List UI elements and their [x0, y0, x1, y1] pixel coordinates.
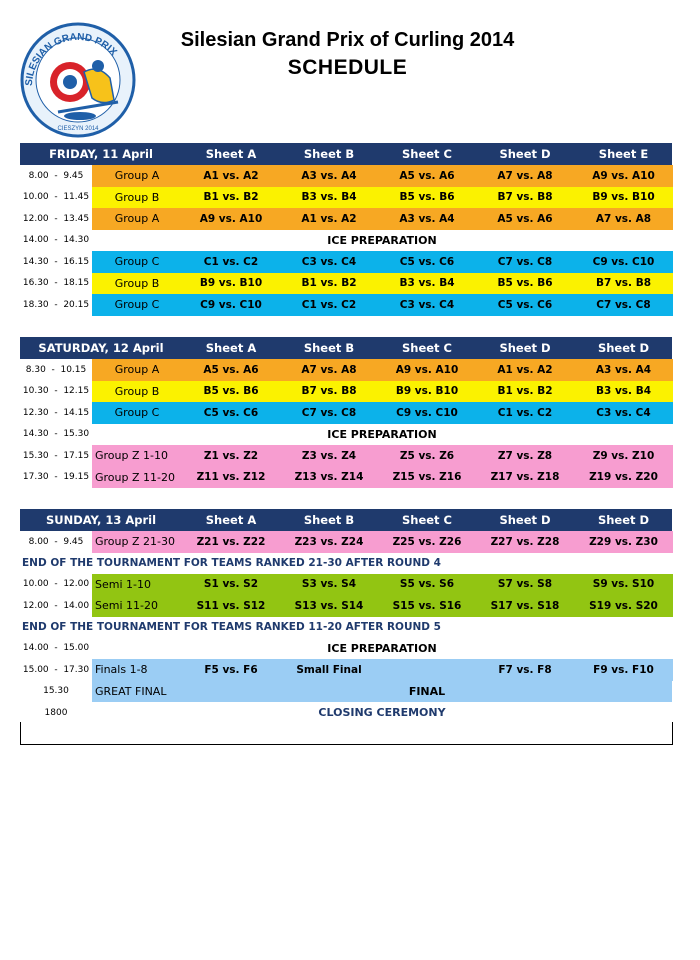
sheet-header: Sheet D	[499, 513, 551, 527]
sheet-header: Sheet D	[597, 341, 650, 355]
group-label: Group C	[92, 294, 182, 316]
match-cell: C1 vs. C2	[476, 402, 574, 424]
group-label: Group B	[92, 187, 182, 209]
schedule-row	[20, 531, 672, 553]
group-label: Group Z 11-20	[92, 467, 182, 489]
match-cell: S1 vs. S2	[182, 574, 280, 596]
match-cell: A7 vs. A8	[574, 208, 673, 230]
group-label: Group C	[92, 251, 182, 273]
match-cell: S17 vs. S18	[476, 595, 574, 617]
logo-bottom-text: CIESZYN 2014	[57, 126, 99, 132]
schedule-row	[20, 402, 672, 424]
time-slot: 10.30 - 12.15	[22, 386, 90, 397]
time-slot: 17.30 - 19.15	[22, 472, 90, 483]
match-cell: Z21 vs. Z22	[182, 531, 280, 553]
match-cell: S15 vs. S16	[378, 595, 476, 617]
match-cell: B7 vs. B8	[476, 187, 574, 209]
day-label: SATURDAY, 12 April	[38, 341, 164, 355]
match-cell: F5 vs. F6	[182, 659, 280, 681]
match-cell: C5 vs. C6	[476, 294, 574, 316]
time-slot: 8.30 - 10.15	[25, 364, 87, 375]
page-title: Silesian Grand Prix of Curling 2014	[180, 29, 515, 51]
match-cell: C5 vs. C6	[378, 251, 476, 273]
match-cell: B9 vs. B10	[574, 187, 673, 209]
group-label: Group Z 1-10	[92, 445, 182, 467]
match-cell: S9 vs. S10	[574, 574, 673, 596]
ice-preparation-label: ICE PREPARATION	[327, 233, 437, 247]
match-cell: A1 vs. A2	[182, 165, 280, 187]
schedule-row	[20, 574, 672, 596]
tournament-end-notice: END OF THE TOURNAMENT FOR TEAMS RANKED 21-30 AFTER ROUND 4	[22, 557, 441, 569]
match-cell: A7 vs. A8	[476, 165, 574, 187]
match-cell: A7 vs. A8	[280, 359, 378, 381]
finals-row	[20, 659, 672, 681]
time-slot: 1800	[44, 707, 68, 718]
group-label: Group C	[92, 402, 182, 424]
match-cell: B7 vs. B8	[280, 381, 378, 403]
time-slot: 8.00 - 9.45	[28, 170, 84, 181]
match-cell: C3 vs. C4	[378, 294, 476, 316]
group-label: Group Z 21-30	[92, 531, 182, 553]
match-cell: Z23 vs. Z24	[280, 531, 378, 553]
schedule-row	[20, 208, 672, 230]
match-cell: A3 vs. A4	[280, 165, 378, 187]
schedule-row	[20, 165, 672, 187]
sheet-header: Sheet A	[205, 147, 257, 161]
match-cell: B3 vs. B4	[280, 187, 378, 209]
final-label: FINAL	[182, 681, 672, 703]
match-cell: S5 vs. S6	[378, 574, 476, 596]
sunday-schedule	[20, 509, 672, 724]
match-cell: B1 vs. B2	[280, 273, 378, 295]
schedule-row	[20, 359, 672, 381]
ice-preparation-label: ICE PREPARATION	[327, 641, 437, 655]
match-cell	[378, 659, 476, 681]
friday-rows	[20, 165, 672, 316]
match-cell: A9 vs. A10	[574, 165, 673, 187]
time-slot: 10.00 - 12.00	[22, 579, 90, 590]
match-cell: Z15 vs. Z16	[378, 467, 476, 489]
ice-preparation-row	[20, 638, 672, 660]
day-label: SUNDAY, 13 April	[45, 513, 157, 527]
match-cell: A9 vs. A10	[182, 208, 280, 230]
time-slot: 12.00 - 14.00	[22, 600, 90, 611]
sheet-header: Sheet B	[303, 341, 355, 355]
schedule-row	[20, 251, 672, 273]
group-label: Group A	[92, 165, 182, 187]
sheet-header: Sheet E	[598, 147, 649, 161]
match-cell: C1 vs. C2	[182, 251, 280, 273]
small-final-cell: Small Final	[280, 659, 378, 681]
match-cell: Z13 vs. Z14	[280, 467, 378, 489]
group-label: Group A	[92, 359, 182, 381]
match-cell: C7 vs. C8	[280, 402, 378, 424]
day-label: FRIDAY, 11 April	[49, 147, 153, 161]
sheet-header: Sheet C	[401, 513, 452, 527]
sheet-header: Sheet D	[499, 341, 551, 355]
match-cell: A1 vs. A2	[476, 359, 574, 381]
match-cell: B1 vs. B2	[182, 187, 280, 209]
group-label: Group B	[92, 273, 182, 295]
time-slot: 15.00 - 17.30	[22, 664, 90, 675]
match-cell: S19 vs. S20	[574, 595, 673, 617]
ice-preparation-row	[20, 230, 672, 252]
group-label: Semi 1-10	[92, 574, 182, 596]
match-cell: S13 vs. S14	[280, 595, 378, 617]
title-block	[150, 26, 545, 82]
match-cell: Z7 vs. Z8	[476, 445, 574, 467]
schedule-row	[20, 294, 672, 316]
great-final-row	[20, 681, 672, 703]
match-cell: C3 vs. C4	[574, 402, 673, 424]
match-cell: C9 vs. C10	[182, 294, 280, 316]
time-slot: 12.30 - 14.15	[22, 407, 90, 418]
sheet-header: Sheet B	[303, 513, 355, 527]
group-label: Group B	[92, 381, 182, 403]
group-label: Semi 11-20	[92, 595, 182, 617]
sheet-header: Sheet C	[401, 341, 452, 355]
closing-ceremony-label: CLOSING CEREMONY	[318, 706, 446, 720]
match-cell: B5 vs. B6	[476, 273, 574, 295]
time-slot: 16.30 - 18.15	[22, 278, 90, 289]
schedule-row	[20, 381, 672, 403]
sheet-header: Sheet A	[205, 341, 257, 355]
time-slot: 14.30 - 15.30	[22, 429, 90, 440]
match-cell: C3 vs. C4	[280, 251, 378, 273]
time-slot: 14.00 - 15.00	[22, 643, 90, 654]
match-cell: Z29 vs. Z30	[574, 531, 673, 553]
time-slot: 12.00 - 13.45	[22, 213, 90, 224]
schedule-row	[20, 187, 672, 209]
match-cell: A1 vs. A2	[280, 208, 378, 230]
table-frame	[20, 722, 673, 745]
match-cell: A5 vs. A6	[378, 165, 476, 187]
match-cell: B5 vs. B6	[182, 381, 280, 403]
match-cell: Z3 vs. Z4	[280, 445, 378, 467]
match-cell: C1 vs. C2	[280, 294, 378, 316]
match-cell: C5 vs. C6	[182, 402, 280, 424]
schedule-row	[20, 445, 672, 467]
saturday-schedule	[20, 337, 672, 488]
sheet-header: Sheet D	[597, 513, 650, 527]
match-cell: A3 vs. A4	[574, 359, 673, 381]
match-cell: F9 vs. F10	[574, 659, 673, 681]
group-label: Group A	[92, 208, 182, 230]
match-cell: C9 vs. C10	[378, 402, 476, 424]
match-cell: A5 vs. A6	[476, 208, 574, 230]
match-cell: B3 vs. B4	[378, 273, 476, 295]
group-label: Finals 1-8	[92, 659, 182, 681]
logo-arc-text: SILESIAN GRAND PRIX	[23, 31, 119, 87]
friday-header-row	[20, 143, 672, 165]
schedule-row	[20, 273, 672, 295]
schedule-row	[20, 467, 672, 489]
sheet-header: Sheet A	[205, 513, 257, 527]
match-cell: C7 vs. C8	[476, 251, 574, 273]
match-cell: Z5 vs. Z6	[378, 445, 476, 467]
match-cell: B9 vs. B10	[182, 273, 280, 295]
match-cell: B5 vs. B6	[378, 187, 476, 209]
match-cell: B9 vs. B10	[378, 381, 476, 403]
time-slot: 15.30	[43, 686, 69, 697]
match-cell: A5 vs. A6	[182, 359, 280, 381]
time-slot: 10.00 - 11.45	[22, 192, 90, 203]
time-slot: 18.30 - 20.15	[22, 299, 90, 310]
match-cell: A3 vs. A4	[378, 208, 476, 230]
match-cell: B7 vs. B8	[574, 273, 673, 295]
time-slot: 8.00 - 9.45	[28, 536, 84, 547]
time-slot: 15.30 - 17.15	[22, 450, 90, 461]
tournament-end-notice: END OF THE TOURNAMENT FOR TEAMS RANKED 11-20 AFTER ROUND 5	[22, 621, 441, 633]
closing-row	[20, 702, 672, 724]
match-cell: C9 vs. C10	[574, 251, 673, 273]
match-cell: Z1 vs. Z2	[182, 445, 280, 467]
sunday-header-row	[20, 509, 672, 531]
match-cell: S7 vs. S8	[476, 574, 574, 596]
ice-preparation-row	[20, 424, 672, 446]
saturday-header-row	[20, 337, 672, 359]
match-cell: Z19 vs. Z20	[574, 467, 673, 489]
match-cell: F7 vs. F8	[476, 659, 574, 681]
group-label: GREAT FINAL	[92, 681, 182, 703]
schedule-row	[20, 595, 672, 617]
match-cell: B3 vs. B4	[574, 381, 673, 403]
time-slot: 14.00 - 14.30	[22, 235, 90, 246]
time-slot: 14.30 - 16.15	[22, 256, 90, 267]
match-cell: Z27 vs. Z28	[476, 531, 574, 553]
curling-logo-icon	[18, 20, 138, 140]
page-subtitle: SCHEDULE	[287, 56, 408, 79]
match-cell: B1 vs. B2	[476, 381, 574, 403]
match-cell: Z9 vs. Z10	[574, 445, 673, 467]
match-cell: Z11 vs. Z12	[182, 467, 280, 489]
match-cell: A9 vs. A10	[378, 359, 476, 381]
ice-preparation-label: ICE PREPARATION	[327, 427, 437, 441]
saturday-rows	[20, 359, 672, 488]
friday-schedule	[20, 143, 672, 316]
match-cell: Z25 vs. Z26	[378, 531, 476, 553]
match-cell: S11 vs. S12	[182, 595, 280, 617]
sheet-header: Sheet D	[499, 147, 551, 161]
match-cell: Z17 vs. Z18	[476, 467, 574, 489]
match-cell: S3 vs. S4	[280, 574, 378, 596]
match-cell: C7 vs. C8	[574, 294, 673, 316]
sheet-header: Sheet B	[303, 147, 355, 161]
sheet-header: Sheet C	[401, 147, 452, 161]
